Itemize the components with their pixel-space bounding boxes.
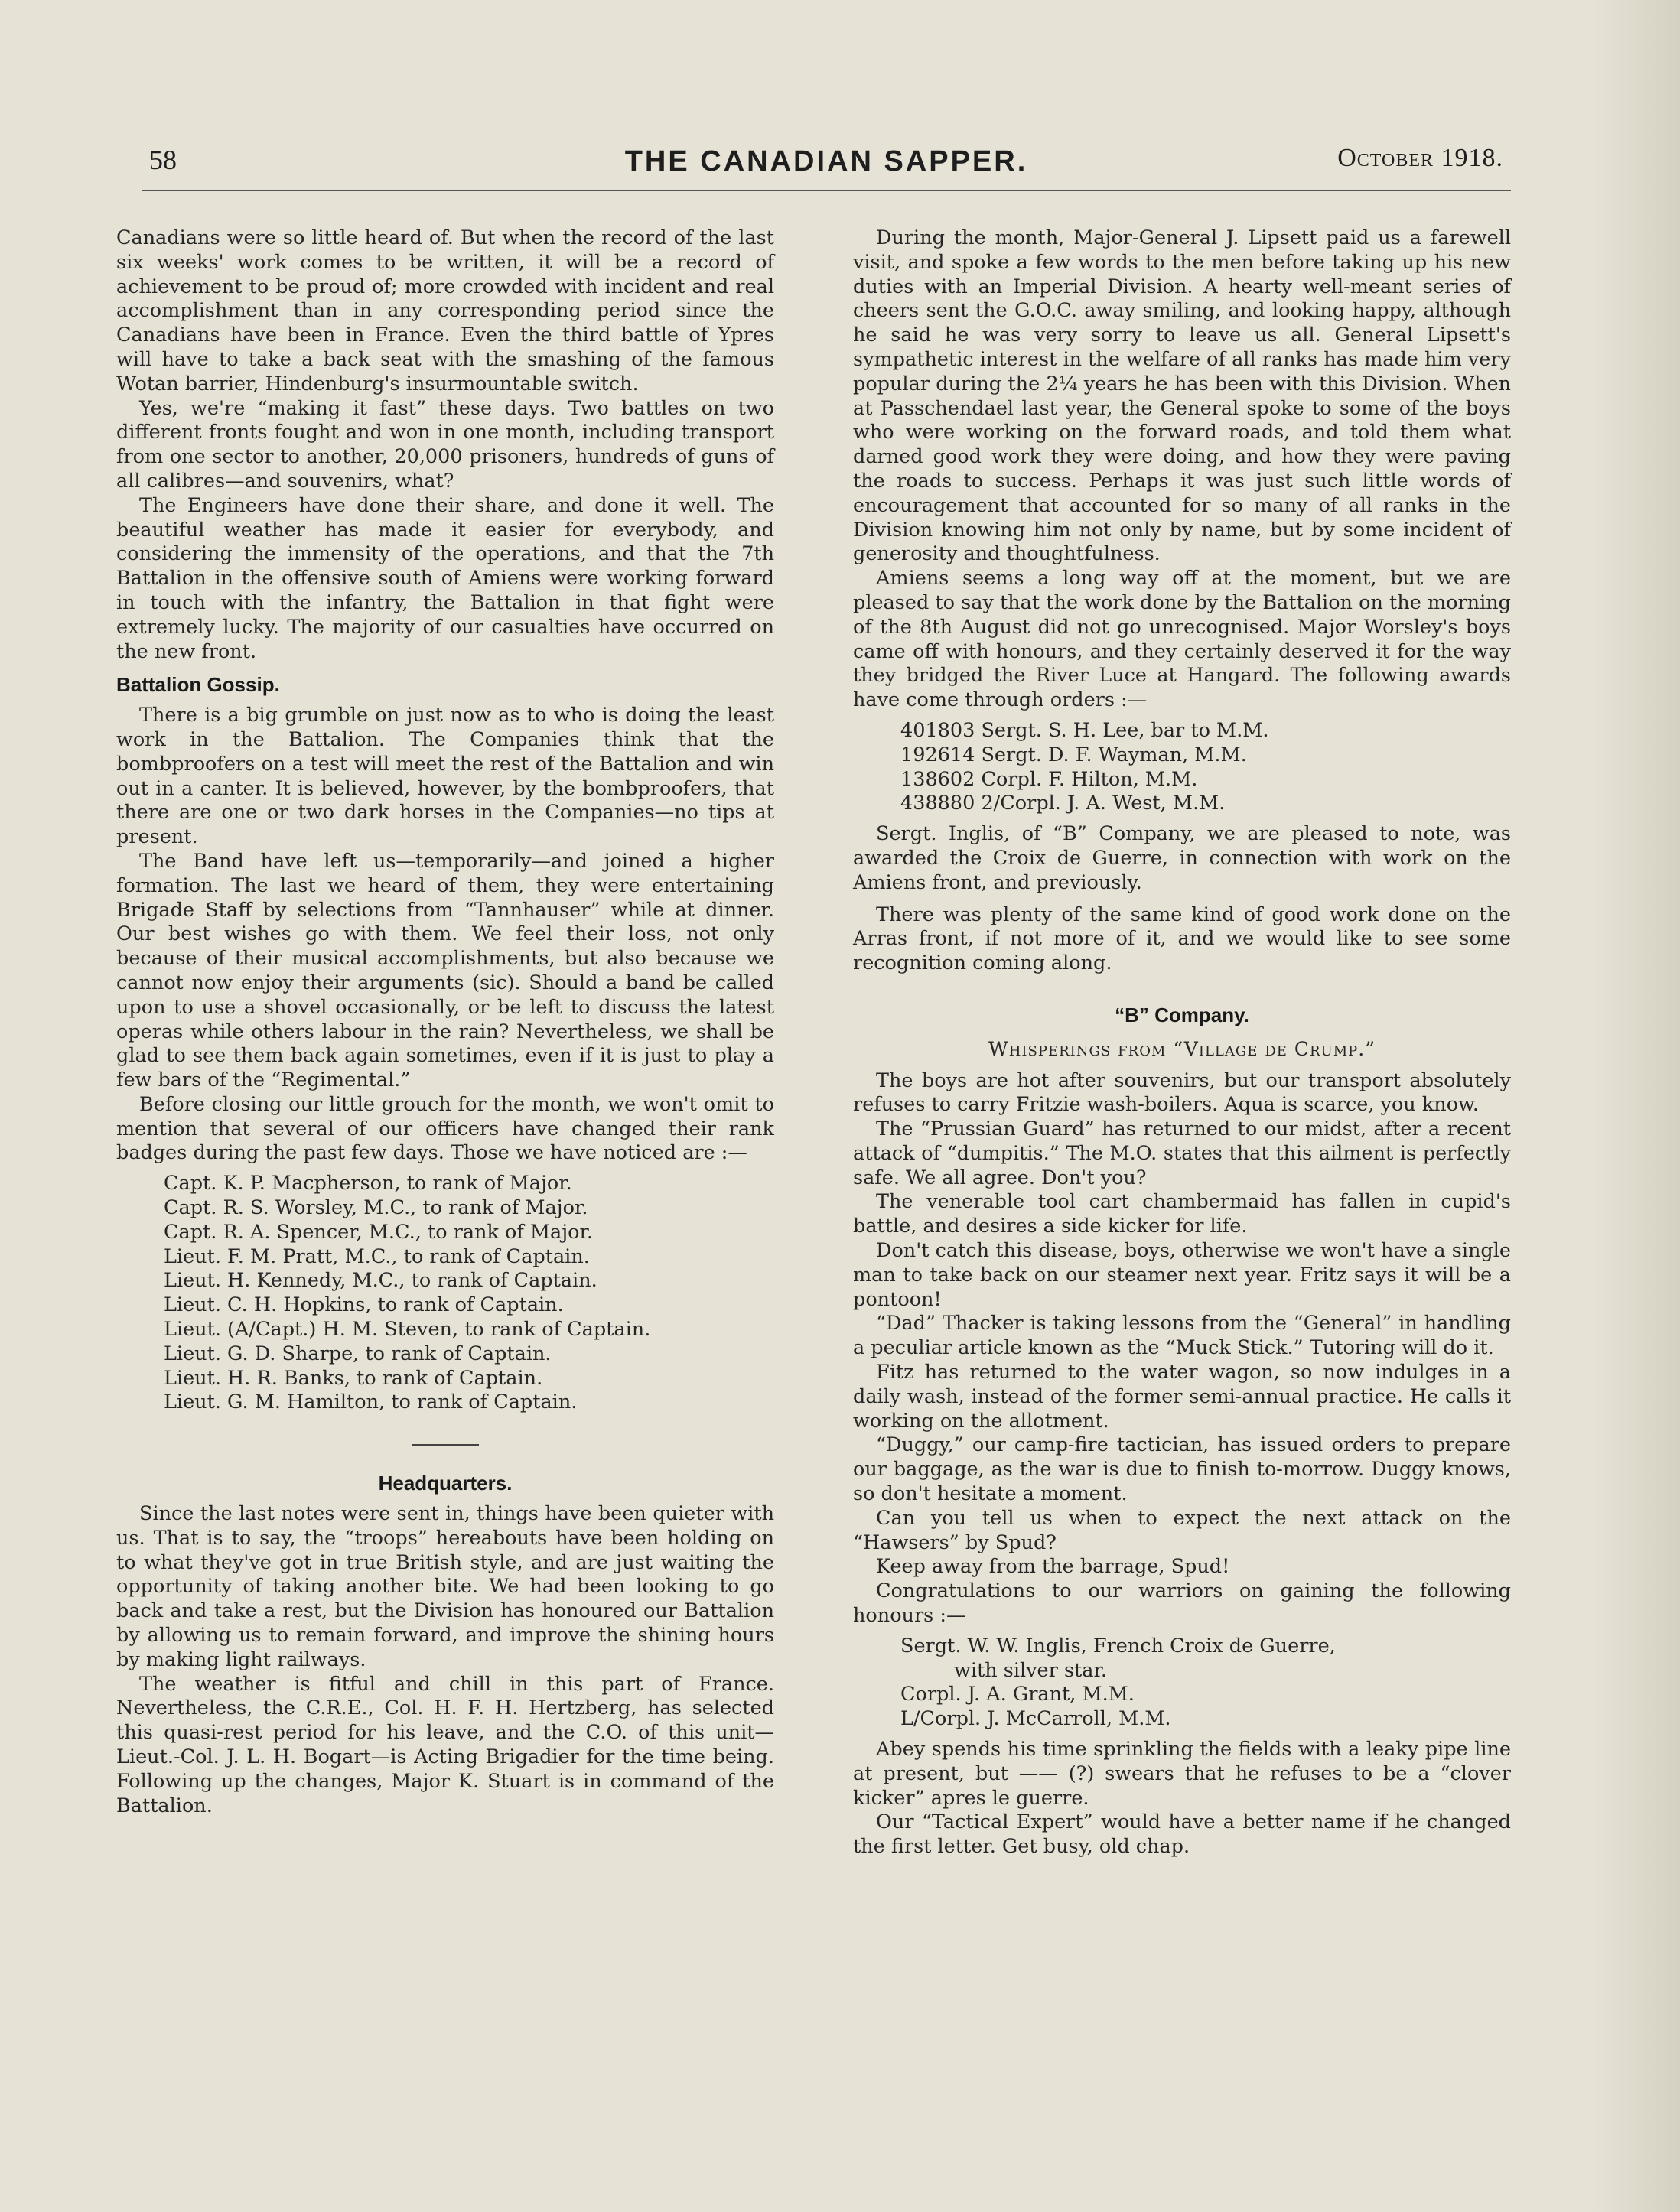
list-item: 192614 Sergt. D. F. Wayman, M.M. [900, 743, 1247, 766]
section-heading-battalion-gossip: Battalion Gossip. [116, 673, 280, 697]
list-item: L/Corpl. J. McCarroll, M.M. [900, 1707, 1171, 1731]
paragraph: Yes, we're “making it fast” these days. Two battles on two different fronts fought and won in one month, including transport from one sector to another, 20,000 prisoners, hundreds of guns of all calibres—and souvenirs, what? [116, 396, 774, 493]
page-header [142, 139, 1511, 185]
paragraph: Don't catch this disease, boys, otherwise we won't have a single man to take back on our steamer next year. Fritz says it will be a pontoon! [853, 1239, 1511, 1311]
section-heading-headquarters: Headquarters. [378, 1472, 513, 1495]
right-column [853, 226, 1511, 1859]
paragraph: Our “Tactical Expert” would have a better name if he changed the first letter. Get busy, old chap. [853, 1810, 1511, 1859]
paragraph: During the month, Major-General J. Lipsett paid us a farewell visit, and spoke a few words to the men before taking up his new duties with an Imperial Division. A hearty well-meant series of cheers sent the G.O.C. away smiling, and looking happy, although he said he was very sorry to leave us all. General Lipsett's sympathetic interest in the welfare of all ranks has made him very popular during the 2¼ years he has been with this Division. When at Passchendael last year, the General spoke to some of the boys who were working on the forward roads, and told them what darned good work they were doing, and how they were paving the roads to success. Perhaps it was just such little words of encouragement that accounted for so many of all ranks in the Division knowing him not only by name, but by some incident of generosity and thoughtfulness. [853, 226, 1511, 566]
paragraph: Fitz has returned to the water wagon, so now indulges in a daily wash, instead of the former semi-annual practice. He calls it working on the allotment. [853, 1361, 1511, 1433]
list-item: Capt. K. P. Macpherson, to rank of Major. [164, 1172, 572, 1195]
paragraph: There was plenty of the same kind of good work done on the Arras front, if not more of it, and we would like to see some recognition coming along. [853, 903, 1511, 975]
list-item: 401803 Sergt. S. H. Lee, bar to M.M. [900, 718, 1269, 742]
list-item: 438880 2/Corpl. J. A. West, M.M. [900, 792, 1226, 815]
paragraph: The Engineers have done their share, and done it well. The beautiful weather has made it easier for everybody, and considering the immensity of the operations, and that the 7th Battalion in the offensive south of Amiens were working forward in touch with the infantry, the Battalion in that fight were extremely lucky. The majority of our casualties have occurred on the new front. [116, 493, 774, 663]
list-item: Sergt. W. W. Inglis, French Croix de Guerre, [900, 1634, 1336, 1657]
list-item: Lieut. (A/Capt.) H. M. Steven, to rank of Captain. [164, 1318, 651, 1342]
paragraph: Amiens seems a long way off at the moment, but we are pleased to say that the work done by the Battalion on the morning of the 8th August did not go unrecognised. Major Worsley's boys came off with honours, and they certainly deserved it for the way they bridged the River Luce at Hangard. The following awards have come through orders :— [853, 567, 1511, 712]
paragraph: “Dad” Thacker is taking lessons from the “General” in handling a peculiar article known as the “Muck Stick.” Tutoring will do it. [853, 1312, 1511, 1360]
paragraph: Sergt. Inglis, of “B” Company, we are pleased to note, was awarded the Croix de Guerre, in connection with work on the Amiens front, and previously. [853, 822, 1511, 894]
promotions-list [116, 1172, 774, 1415]
paragraph: There is a big grumble on just now as to who is doing the least work in the Battalion. The Companies think that the bombproofers on a test will meet the rest of the Battalion and win out in a canter. It is believed, however, by the bombproofers, that there are one or two dark horses in the Companies—no tips at present. [116, 704, 774, 849]
paragraph: The weather is fitful and chill in this part of France. Nevertheless, the C.R.E., Col. H. F. H. Hertzberg, has selected this quasi-rest period for his leave, and the C.O. of this unit—Lieut.-Col. J. L. H. Bogart—is Acting Brigadier for the time being. Following up the changes, Major K. Stuart is in command of the Battalion. [116, 1672, 774, 1817]
paragraph: Congratulations to our warriors on gaining the following honours :— [853, 1579, 1511, 1628]
list-item: 138602 Corpl. F. Hilton, M.M. [900, 767, 1198, 791]
list-item: Capt. R. S. Worsley, M.C., to rank of Major. [164, 1196, 588, 1220]
paragraph: The boys are hot after souvenirs, but our transport absolutely refuses to carry Fritzie wash-boilers. Aqua is scarce, you know. [853, 1069, 1511, 1117]
paragraph: Canadians were so little heard of. But when the record of the last six weeks' work comes to be written, it will be a record of achievement to be proud of; more crowded with incident and real accomplishment than in any corresponding period since the Canadians have been in France. Even the third battle of Ypres will have to take a back seat with the smashing of the famous Wotan barrier, Hindenburg's insurmountable switch. [116, 226, 774, 395]
page-edge-shadow [1591, 0, 1680, 2212]
paragraph: “Duggy,” our camp-fire tactician, has issued orders to prepare our baggage, as the war is due to finish to-morrow. Duggy knows, so don't hesitate a moment. [853, 1433, 1511, 1506]
paragraph: Keep away from the barrage, Spud! [876, 1555, 1230, 1579]
issue-date: October 1918. [1337, 144, 1503, 172]
header-rule [142, 190, 1511, 191]
section-heading-b-company: “B” Company. [1115, 1003, 1249, 1026]
magazine-title: THE CANADIAN SAPPER. [624, 145, 1028, 177]
list-item: Lieut. G. M. Hamilton, to rank of Captain. [164, 1391, 578, 1414]
paragraph: The “Prussian Guard” has returned to our midst, after a recent attack of “dumpitis.” The M.O. states that this ailment is perfectly safe. We all agree. Don't you? [853, 1117, 1511, 1189]
awards-list [853, 719, 1511, 816]
list-item: Lieut. H. R. Banks, to rank of Captain. [164, 1366, 543, 1390]
list-item: Lieut. C. H. Hopkins, to rank of Captain. [164, 1293, 564, 1317]
left-column [116, 226, 774, 1818]
list-item: Lieut. H. Kennedy, M.C., to rank of Captain. [164, 1269, 597, 1293]
honours-list [853, 1635, 1511, 1732]
paragraph: The Band have left us—temporarily—and joined a higher formation. The last we heard of them, they were entertaining Brigade Staff by selections from “Tannhauser” while at dinner. Our best wishes go with them. We feel their loss, not only because of their musical accomplishments, but also because we cannot now enjoy their arguments (sic). Should a band be called upon to use a shovel occasionally, or be left to discuss the latest operas while others labour in the rain? Nevertheless, we shall be glad to see them back again sometimes, even if it is just to play a few bars of the “Regimental.” [116, 849, 774, 1092]
list-item: Lieut. F. M. Pratt, M.C., to rank of Captain. [164, 1244, 590, 1268]
list-item: Capt. R. A. Spencer, M.C., to rank of Major. [164, 1220, 593, 1244]
list-item: Corpl. J. A. Grant, M.M. [900, 1683, 1135, 1706]
paragraph: Since the last notes were sent in, things have been quieter with us. That is to say, the “troops” hereabouts have been holding on to what they've got in true British style, and are just waiting the opportunity of taking another bite. We had been looking to go back and take a rest, but the Division has honoured our Battalion by allowing us to remain forward, and improve the shining hours by making light railways. [116, 1502, 774, 1671]
list-item: with silver star. [954, 1658, 1107, 1682]
list-item: Lieut. G. D. Sharpe, to rank of Captain. [164, 1342, 552, 1365]
page-number: 58 [149, 145, 177, 175]
paragraph: Abey spends his time sprinkling the fields with a leaky pipe line at present, but —— (?) swears that he refuses to be a “clover kicker” apres le guerre. [853, 1738, 1511, 1810]
section-divider [412, 1444, 479, 1446]
section-subheading: Whisperings from “Village de Crump.” [988, 1037, 1376, 1060]
paragraph: Before closing our little grouch for the month, we won't omit to mention that several of our officers have changed their rank badges during the past few days. Those we have noticed are :— [116, 1092, 774, 1165]
paragraph: The venerable tool cart chambermaid has fallen in cupid's battle, and desires a side kicker for life. [853, 1190, 1511, 1238]
paragraph: Can you tell us when to expect the next attack on the “Hawsers” by Spud? [853, 1506, 1511, 1554]
